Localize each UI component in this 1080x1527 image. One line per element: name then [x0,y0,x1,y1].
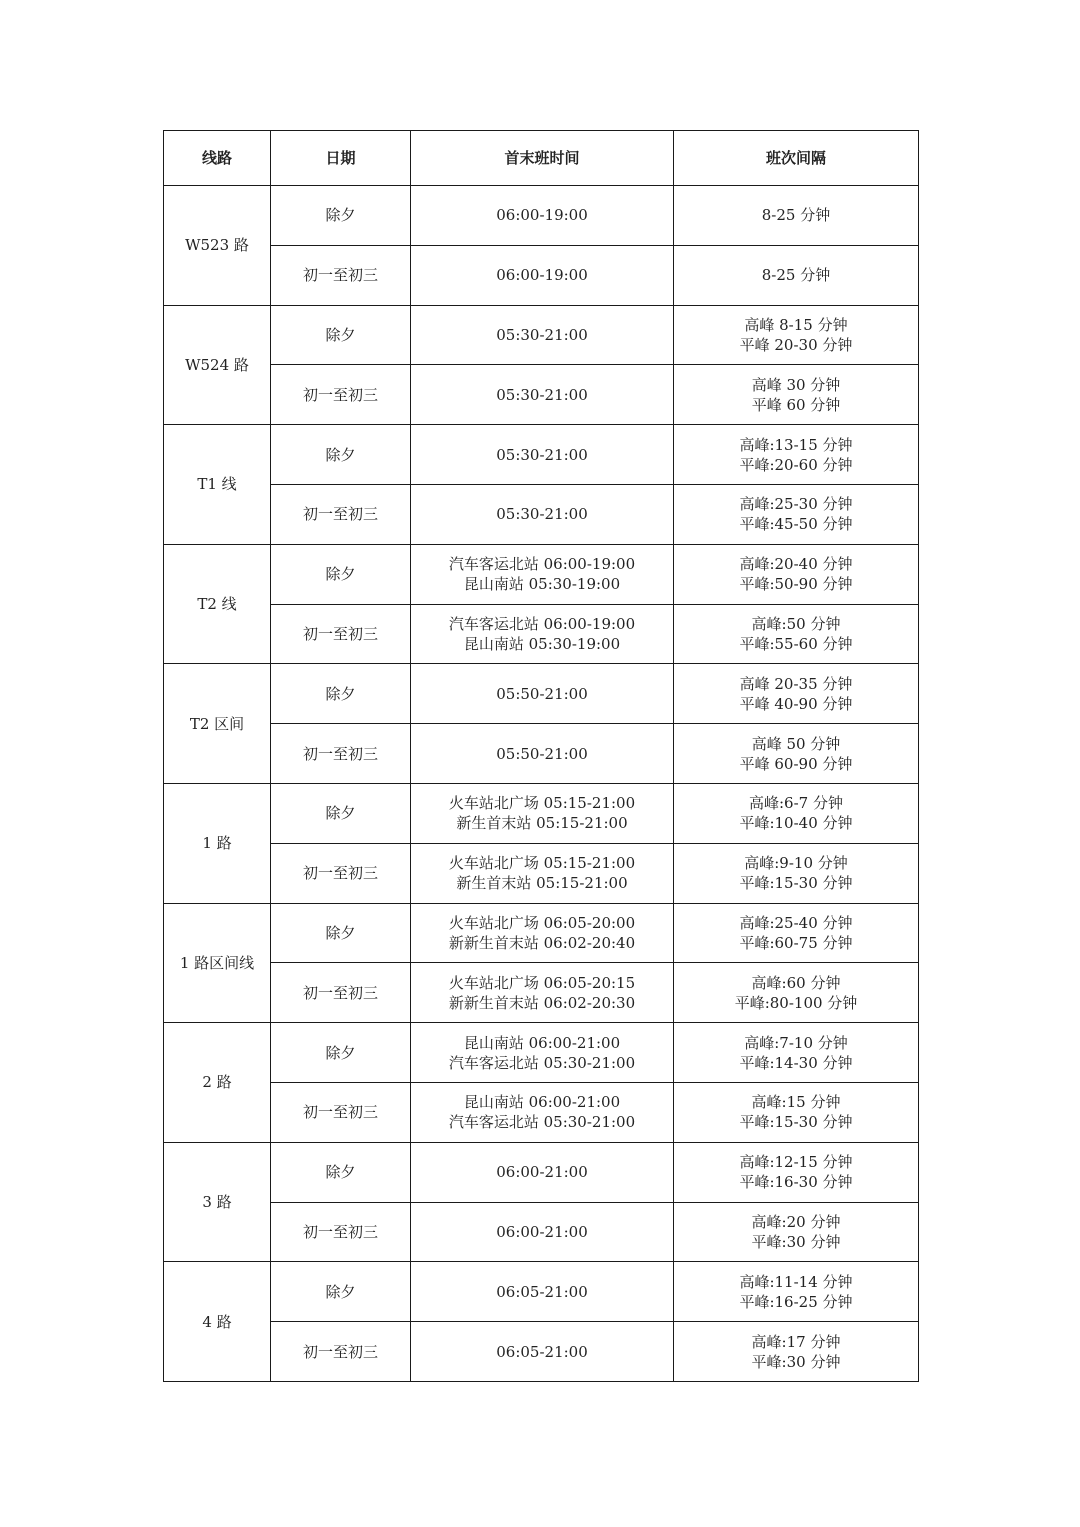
interval-line: 平峰:14-30 分钟 [739,1053,853,1072]
table-row [164,604,919,664]
interval-line: 平峰 60-90 分钟 [739,754,853,773]
schedule-body [164,186,919,1382]
time-line: 06:00-21:00 [496,1163,588,1182]
table-row [164,484,919,544]
date-cell: 初一至初三 [271,1202,411,1262]
time-cell [411,365,674,425]
time-line: 火车站北广场 05:15-21:00 [448,854,636,873]
date-cell: 除夕 [271,1142,411,1202]
time-line: 05:30-21:00 [496,445,588,464]
interval-cell [674,305,919,365]
time-line: 新生首末站 05:15-21:00 [456,814,628,833]
route-name-cell: T2 线 [164,544,271,664]
header-time: 首末班时间 [411,131,674,186]
interval-line: 高峰:9-10 分钟 [744,854,848,873]
table-row [164,1023,919,1083]
interval-cell [674,1023,919,1083]
time-cell [411,1202,674,1262]
interval-line: 高峰:25-40 分钟 [739,913,853,932]
time-cell [411,1262,674,1322]
interval-line: 平峰:30 分钟 [751,1232,841,1251]
date-cell: 初一至初三 [271,724,411,784]
interval-cell [674,843,919,903]
time-cell [411,186,674,246]
time-line: 05:50-21:00 [496,684,588,703]
date-cell: 除夕 [271,186,411,246]
time-cell [411,724,674,784]
interval-line: 平峰:30 分钟 [751,1352,841,1371]
date-cell: 初一至初三 [271,604,411,664]
interval-line: 平峰:80-100 分钟 [734,993,858,1012]
time-line: 汽车客运北站 05:30-21:00 [448,1113,636,1132]
interval-cell [674,1142,919,1202]
route-name-cell: 3 路 [164,1142,271,1262]
interval-line: 高峰 20-35 分钟 [739,674,853,693]
interval-line: 平峰:20-60 分钟 [739,455,853,474]
table-row [164,1142,919,1202]
route-name-cell: 4 路 [164,1262,271,1382]
table-row [164,305,919,365]
time-cell [411,604,674,664]
time-line: 昆山南站 05:30-19:00 [463,634,621,653]
time-line: 05:30-21:00 [496,505,588,524]
route-name-cell: 1 路 [164,783,271,903]
interval-cell [674,1202,919,1262]
table-row [164,724,919,784]
interval-cell [674,1262,919,1322]
interval-line: 平峰:45-50 分钟 [739,515,853,534]
interval-cell [674,1082,919,1142]
interval-line: 高峰:15 分钟 [751,1093,841,1112]
date-cell: 除夕 [271,903,411,963]
header-date: 日期 [271,131,411,186]
table-row [164,1082,919,1142]
interval-cell [674,963,919,1023]
interval-line: 平峰:16-30 分钟 [739,1173,853,1192]
interval-line: 平峰:16-25 分钟 [739,1292,853,1311]
time-cell [411,544,674,604]
interval-cell [674,484,919,544]
interval-cell [674,1322,919,1382]
time-line: 05:30-21:00 [496,325,588,344]
route-name-cell: W524 路 [164,305,271,425]
time-cell [411,664,674,724]
interval-cell [674,544,919,604]
time-line: 火车站北广场 06:05-20:15 [448,973,636,992]
time-cell [411,305,674,365]
date-cell: 除夕 [271,664,411,724]
interval-line: 高峰:13-15 分钟 [739,435,853,454]
time-cell [411,843,674,903]
time-cell [411,1082,674,1142]
time-line: 06:00-19:00 [496,206,588,225]
interval-line: 高峰:20-40 分钟 [739,555,853,574]
interval-line: 高峰:20 分钟 [751,1212,841,1231]
interval-cell [674,783,919,843]
bus-schedule-table [163,130,919,1382]
interval-line: 平峰:15-30 分钟 [739,874,853,893]
time-line: 新新生首末站 06:02-20:40 [448,933,636,952]
time-line: 新新生首末站 06:02-20:30 [448,993,636,1012]
table-row [164,186,919,246]
time-cell [411,1322,674,1382]
interval-line: 平峰:55-60 分钟 [739,634,853,653]
time-cell [411,1142,674,1202]
time-line: 昆山南站 05:30-19:00 [463,575,621,594]
table-row [164,783,919,843]
route-name-cell: 2 路 [164,1023,271,1143]
time-line: 05:50-21:00 [496,744,588,763]
interval-line: 高峰:12-15 分钟 [739,1153,853,1172]
interval-line: 平峰:15-30 分钟 [739,1113,853,1132]
interval-line: 高峰:11-14 分钟 [739,1272,853,1291]
time-line: 汽车客运北站 06:00-19:00 [448,555,636,574]
interval-cell [674,903,919,963]
time-line: 火车站北广场 05:15-21:00 [448,794,636,813]
interval-line: 高峰 30 分钟 [751,375,841,394]
time-cell [411,783,674,843]
interval-line: 平峰 60 分钟 [751,395,841,414]
time-line: 06:00-21:00 [496,1222,588,1241]
route-name-cell: W523 路 [164,186,271,306]
interval-line: 高峰:7-10 分钟 [744,1033,848,1052]
table-row [164,1262,919,1322]
interval-line: 高峰 50 分钟 [751,734,841,753]
interval-line: 平峰 20-30 分钟 [739,335,853,354]
time-line: 汽车客运北站 05:30-21:00 [448,1053,636,1072]
table-row [164,843,919,903]
time-line: 火车站北广场 06:05-20:00 [448,913,636,932]
table-row [164,664,919,724]
table-row [164,1322,919,1382]
time-line: 昆山南站 06:00-21:00 [463,1093,621,1112]
table-row [164,1202,919,1262]
interval-line: 高峰:60 分钟 [751,973,841,992]
interval-cell [674,186,919,246]
date-cell: 初一至初三 [271,963,411,1023]
date-cell: 除夕 [271,783,411,843]
interval-cell [674,365,919,425]
date-cell: 初一至初三 [271,1082,411,1142]
interval-line: 高峰:6-7 分钟 [749,794,843,813]
interval-line: 高峰:17 分钟 [751,1332,841,1351]
table-row [164,963,919,1023]
header-interval: 班次间隔 [674,131,919,186]
table-row [164,365,919,425]
interval-line: 8-25 分钟 [761,206,831,225]
interval-line: 高峰 8-15 分钟 [744,315,848,334]
table-row [164,245,919,305]
date-cell: 初一至初三 [271,245,411,305]
header-route: 线路 [164,131,271,186]
interval-line: 平峰:60-75 分钟 [739,933,853,952]
time-cell [411,245,674,305]
time-cell [411,963,674,1023]
date-cell: 除夕 [271,305,411,365]
time-cell [411,484,674,544]
date-cell: 除夕 [271,1023,411,1083]
interval-line: 平峰 40-90 分钟 [739,694,853,713]
date-cell: 除夕 [271,544,411,604]
interval-line: 高峰:25-30 分钟 [739,495,853,514]
interval-line: 平峰:50-90 分钟 [739,575,853,594]
route-name-cell: T2 区间 [164,664,271,784]
interval-cell [674,245,919,305]
interval-line: 高峰:50 分钟 [751,614,841,633]
route-name-cell: 1 路区间线 [164,903,271,1023]
time-line: 05:30-21:00 [496,385,588,404]
interval-cell [674,604,919,664]
route-name-cell: T1 线 [164,425,271,545]
date-cell: 除夕 [271,1262,411,1322]
interval-cell [674,724,919,784]
time-cell [411,425,674,485]
table-row [164,903,919,963]
time-line: 06:05-21:00 [496,1282,588,1301]
time-line: 昆山南站 06:00-21:00 [463,1033,621,1052]
interval-line: 平峰:10-40 分钟 [739,814,853,833]
header-row [164,131,919,186]
time-line: 06:00-19:00 [496,266,588,285]
date-cell: 初一至初三 [271,1322,411,1382]
time-line: 汽车客运北站 06:00-19:00 [448,614,636,633]
date-cell: 初一至初三 [271,484,411,544]
interval-line: 8-25 分钟 [761,266,831,285]
time-cell [411,1023,674,1083]
date-cell: 初一至初三 [271,365,411,425]
interval-cell [674,664,919,724]
table-row [164,425,919,485]
date-cell: 初一至初三 [271,843,411,903]
time-line: 新生首末站 05:15-21:00 [456,874,628,893]
date-cell: 除夕 [271,425,411,485]
time-line: 06:05-21:00 [496,1342,588,1361]
time-cell [411,903,674,963]
table-row [164,544,919,604]
interval-cell [674,425,919,485]
